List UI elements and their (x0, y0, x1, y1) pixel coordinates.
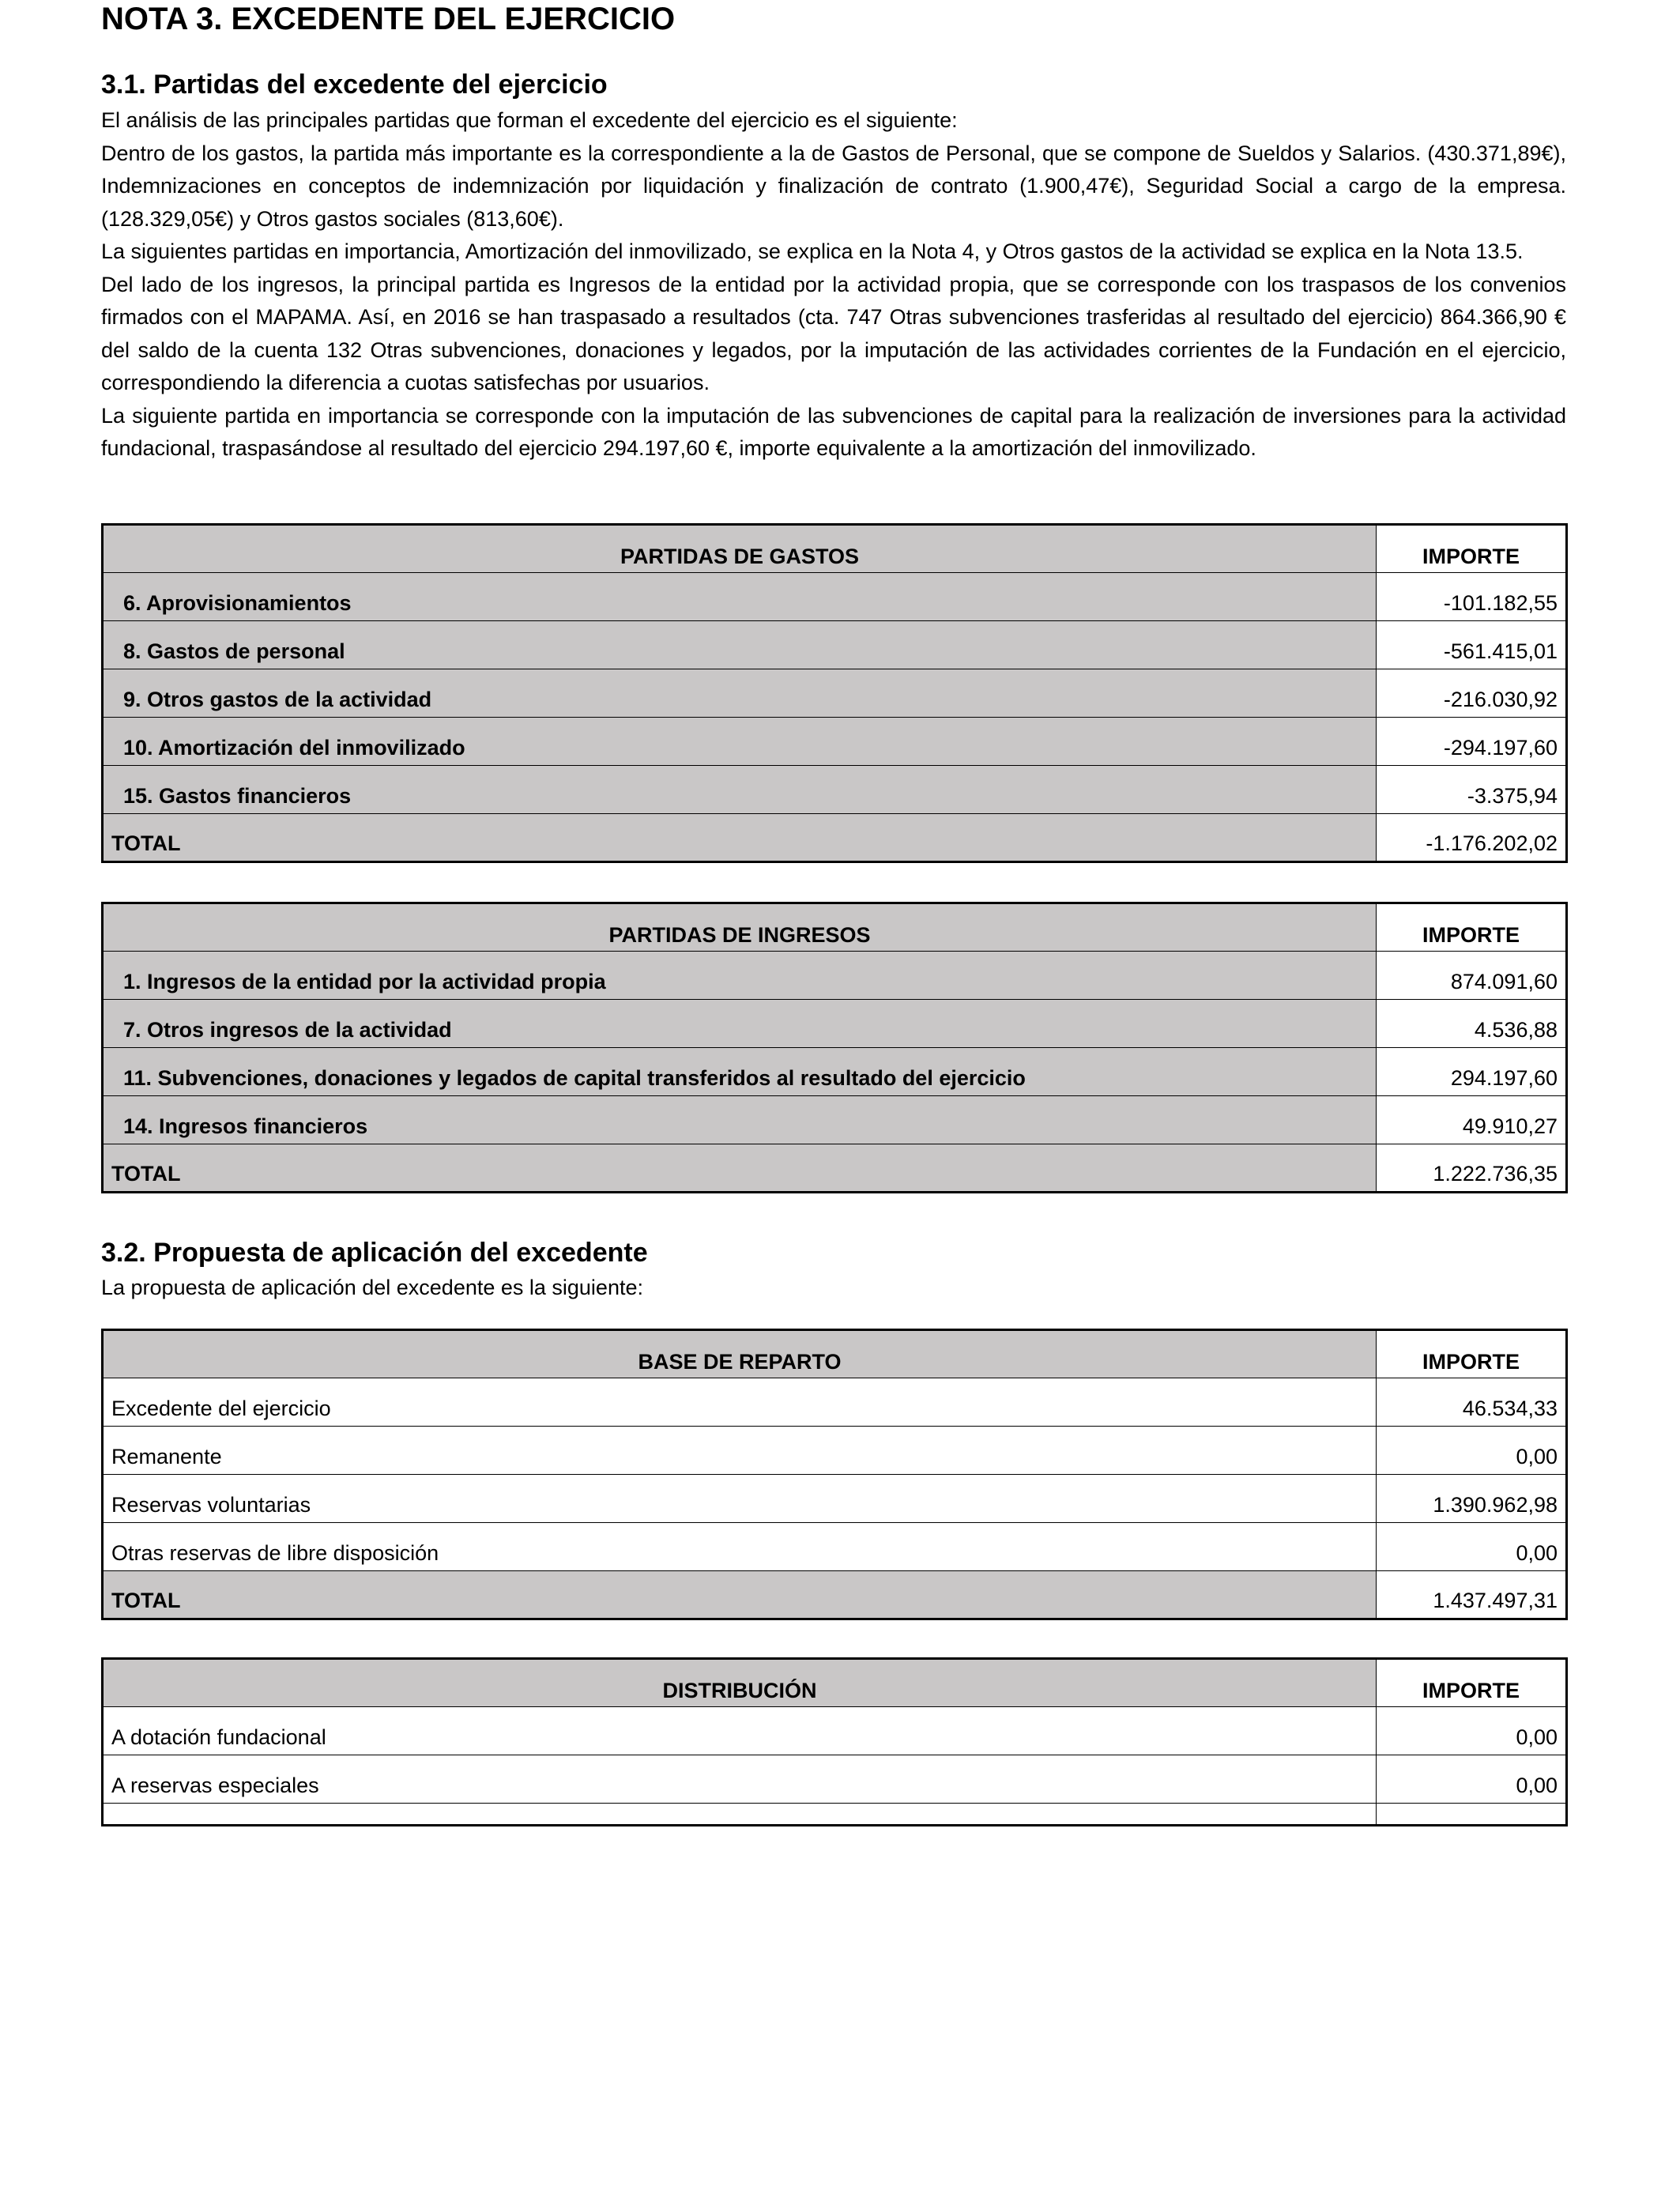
table-row (103, 952, 1567, 1000)
empty-cell (103, 1804, 1377, 1826)
table-row (103, 1523, 1567, 1571)
gastos-table (101, 523, 1568, 863)
column-header-importe: IMPORTE (1377, 525, 1567, 573)
row-label: 6. Aprovisionamientos (103, 573, 1377, 621)
row-label: 1. Ingresos de la entidad por la actividad propia (103, 952, 1377, 1000)
row-label: Excedente del ejercicio (103, 1378, 1377, 1427)
total-row (103, 1144, 1567, 1193)
column-header: PARTIDAS DE INGRESOS (103, 903, 1377, 952)
row-value: 0,00 (1377, 1755, 1567, 1804)
row-value: 874.091,60 (1377, 952, 1567, 1000)
column-header-importe: IMPORTE (1377, 1330, 1567, 1378)
total-row (103, 814, 1567, 862)
table-row (103, 669, 1567, 718)
row-label: 10. Amortización del inmovilizado (103, 718, 1377, 766)
total-row (103, 1571, 1567, 1619)
table-row (103, 1378, 1567, 1427)
table-header-row (103, 525, 1567, 573)
row-value: -216.030,92 (1377, 669, 1567, 718)
row-label: Otras reservas de libre disposición (103, 1523, 1377, 1571)
row-label: 15. Gastos financieros (103, 766, 1377, 814)
empty-row (103, 1804, 1567, 1826)
row-label: 9. Otros gastos de la actividad (103, 669, 1377, 718)
paragraph: La siguiente partida en importancia se corresponde con la imputación de las subvenciones de capital para la realización de inversiones para la actividad fundacional, traspasándose al resultado del ejercicio 294.197,60 €, importe equivalente a la amortización del inmovilizado. (101, 403, 1566, 460)
row-value: -294.197,60 (1377, 718, 1567, 766)
column-header: PARTIDAS DE GASTOS (103, 525, 1377, 573)
empty-cell (1377, 1804, 1567, 1826)
distribucion-table (101, 1657, 1568, 1826)
table-header-row (103, 1659, 1567, 1707)
column-header: DISTRIBUCIÓN (103, 1659, 1377, 1707)
column-header-importe: IMPORTE (1377, 1659, 1567, 1707)
base-reparto-table (101, 1329, 1568, 1620)
row-label: A reservas especiales (103, 1755, 1377, 1804)
total-label: TOTAL (103, 1144, 1377, 1193)
row-label: 7. Otros ingresos de la actividad (103, 1000, 1377, 1048)
table-row (103, 1755, 1567, 1804)
total-label: TOTAL (103, 1571, 1377, 1619)
total-value: 1.222.736,35 (1377, 1144, 1567, 1193)
section-3-1-text (101, 104, 1566, 466)
row-value: -561.415,01 (1377, 621, 1567, 669)
paragraph: El análisis de las principales partidas que forman el excedente del ejercicio es el siguiente: (101, 108, 958, 132)
table-row (103, 718, 1567, 766)
table-row (103, 1707, 1567, 1755)
column-header: BASE DE REPARTO (103, 1330, 1377, 1378)
table-row (103, 1096, 1567, 1144)
table-header-row (103, 903, 1567, 952)
row-value: 0,00 (1377, 1427, 1567, 1475)
row-value: 46.534,33 (1377, 1378, 1567, 1427)
table-row (103, 1000, 1567, 1048)
row-label: A dotación fundacional (103, 1707, 1377, 1755)
row-value: 4.536,88 (1377, 1000, 1567, 1048)
paragraph: La siguientes partidas en importancia, Amortización del inmovilizado, se explica en la Nota 4, y Otros gastos de la actividad se explica en la Nota 13.5. (101, 239, 1524, 263)
row-label: Remanente (103, 1427, 1377, 1475)
row-label: 8. Gastos de personal (103, 621, 1377, 669)
row-value: 49.910,27 (1377, 1096, 1567, 1144)
row-label: Reservas voluntarias (103, 1475, 1377, 1523)
row-value: 0,00 (1377, 1707, 1567, 1755)
column-header-importe: IMPORTE (1377, 903, 1567, 952)
total-value: 1.437.497,31 (1377, 1571, 1567, 1619)
table-row (103, 573, 1567, 621)
table-row (103, 766, 1567, 814)
row-value: 0,00 (1377, 1523, 1567, 1571)
table-row (103, 1427, 1567, 1475)
ingresos-table (101, 902, 1568, 1193)
table-row (103, 621, 1567, 669)
paragraph: Del lado de los ingresos, la principal partida es Ingresos de la entidad por la actividad propia, que se corresponde con los traspasos de los convenios firmados con el MAPAMA. Así, en 2016 se han traspasado a resultados (cta. 747 Otras subvenciones trasferidas al resultado del ejercicio) 864.366,90 € del saldo de la cuenta 132 Otras subvenciones, donaciones y legados, por la imputación de las actividades corrientes de la Fundación en el ejercicio, correspondiendo la diferencia a cuotas satisfechas por usuarios. (101, 272, 1566, 394)
section-heading-3-2: 3.2. Propuesta de aplicación del excedente (101, 1238, 648, 1268)
row-value: 294.197,60 (1377, 1048, 1567, 1096)
table-row (103, 1048, 1567, 1096)
paragraph: Dentro de los gastos, la partida más importante es la correspondiente a la de Gastos de Personal, que se compone de Sueldos y Salarios. (430.371,89€), Indemnizaciones en conceptos de indemnización por liquidación y finalización de contrato (1.900,47€), Seguridad Social a cargo de la empresa. (128.329,05€) y Otros gastos sociales (813,60€). (101, 141, 1566, 231)
total-value: -1.176.202,02 (1377, 814, 1567, 862)
section-3-2-intro: La propuesta de aplicación del excedente es la siguiente: (101, 1276, 643, 1299)
table-header-row (103, 1330, 1567, 1378)
row-value: 1.390.962,98 (1377, 1475, 1567, 1523)
row-label: 11. Subvenciones, donaciones y legados de capital transferidos al resultado del ejercicio (103, 1048, 1377, 1096)
page-title: NOTA 3. EXCEDENTE DEL EJERCICIO (101, 2, 676, 36)
row-label: 14. Ingresos financieros (103, 1096, 1377, 1144)
total-label: TOTAL (103, 814, 1377, 862)
table-row (103, 1475, 1567, 1523)
row-value: -101.182,55 (1377, 573, 1567, 621)
row-value: -3.375,94 (1377, 766, 1567, 814)
section-heading-3-1: 3.1. Partidas del excedente del ejercicio (101, 70, 608, 100)
